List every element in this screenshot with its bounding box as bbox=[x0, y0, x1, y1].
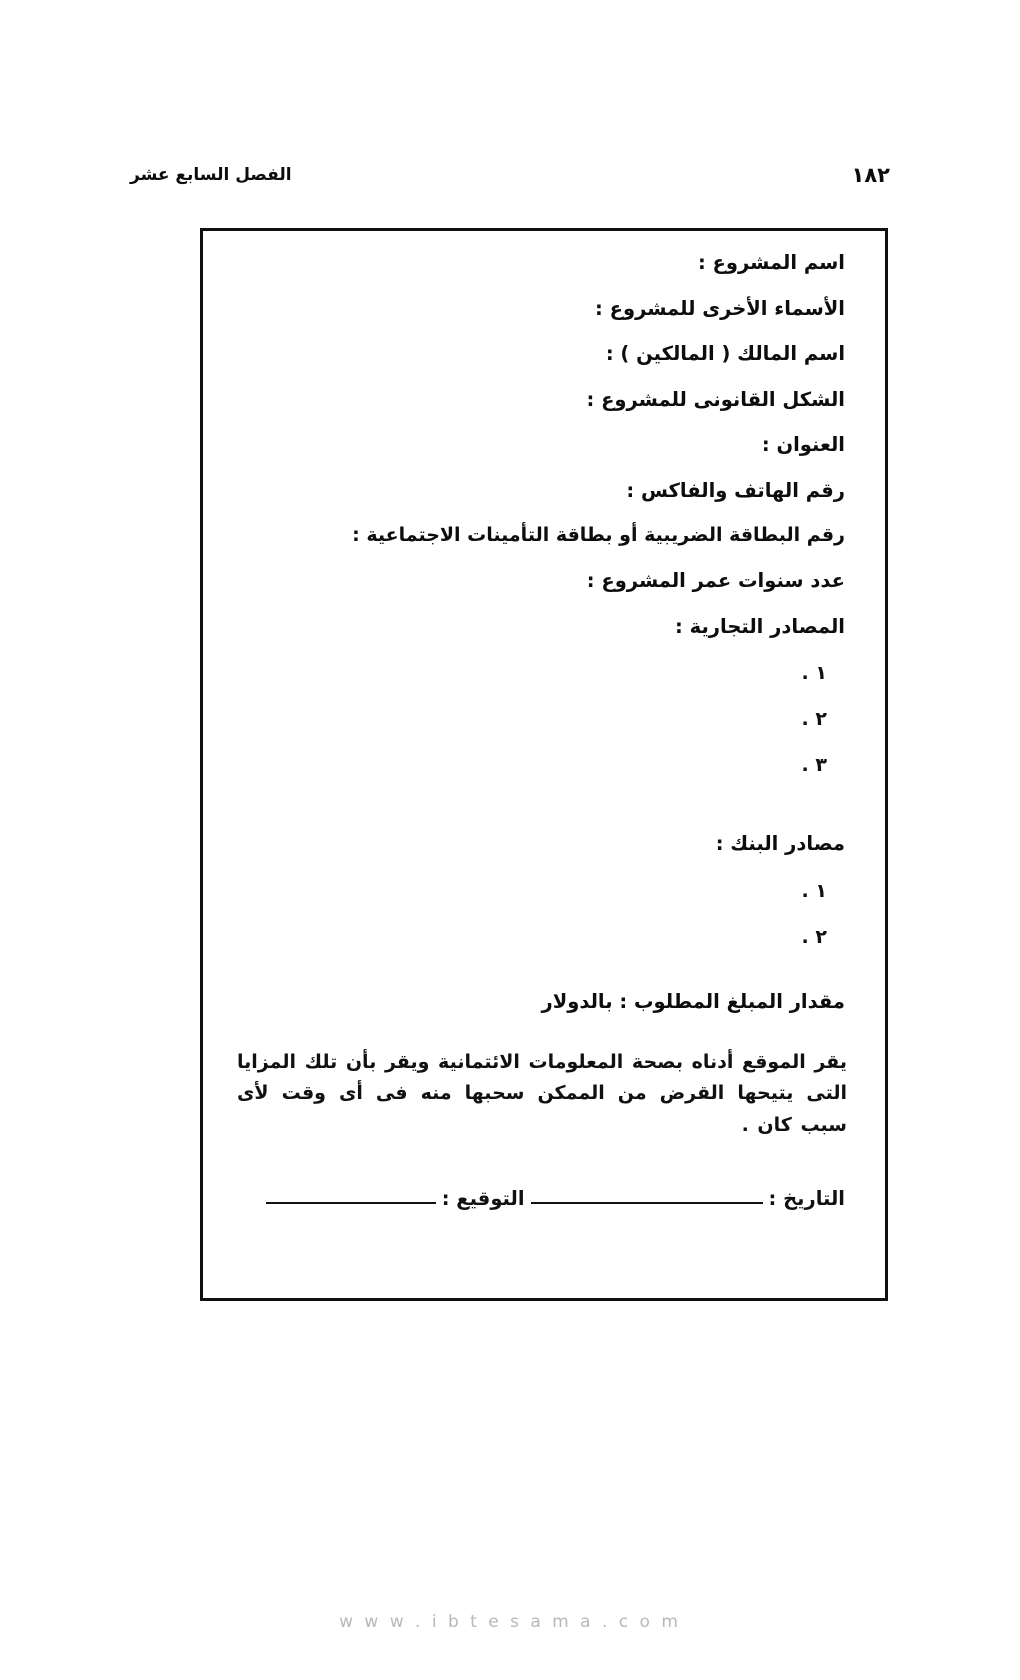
form-field-project-age: عدد سنوات عمر المشروع : bbox=[586, 569, 845, 592]
form-field-other-names: الأسماء الأخرى للمشروع : bbox=[595, 296, 845, 320]
list-item: ٢ . bbox=[801, 925, 827, 948]
date-label: التاريخ : bbox=[768, 1187, 845, 1211]
list-item: ١ . bbox=[801, 662, 827, 684]
chapter-title: الفصل السابع عشر bbox=[130, 165, 292, 185]
form-field-phone-fax: رقم الهاتف والفاكس : bbox=[626, 478, 845, 502]
spacer bbox=[231, 972, 857, 992]
form-field-bank-sources: مصادر البنك : bbox=[715, 832, 845, 855]
form-field-tax-card: رقم البطاقة الضريبية أو بطاقة التأمينات الاجتماعية : bbox=[352, 524, 845, 546]
footer-watermark: w w w . i b t e s a m a . c o m bbox=[339, 1612, 681, 1632]
form-field-project-name: اسم المشروع : bbox=[697, 251, 845, 274]
signature-line[interactable] bbox=[266, 1201, 436, 1204]
form-field-address: العنوان : bbox=[761, 433, 845, 456]
signature-row bbox=[231, 1187, 857, 1210]
spacer bbox=[231, 1037, 857, 1047]
list-item: ٢ . bbox=[801, 708, 827, 730]
credit-application-form bbox=[200, 228, 888, 1301]
signature-label: التوقيع : bbox=[441, 1187, 525, 1211]
declaration-text: يقر الموقع أدناه بصحة المعلومات الائتمانية ويقر بأن تلك المزايا التى يتيحها القرض من الممكن سحبها منه فى أى وقت لأى سبب كان . bbox=[237, 1051, 847, 1136]
page-number: ١٨٢ bbox=[851, 163, 890, 187]
form-field-commercial-sources: المصادر التجارية : bbox=[675, 614, 845, 638]
form-field-owner-name: اسم المالك ( المالكين ) : bbox=[605, 342, 845, 365]
list-item: ٣ . bbox=[801, 754, 827, 776]
list-item: ١ . bbox=[801, 879, 827, 902]
running-head bbox=[130, 160, 890, 190]
form-field-legal-form: الشكل القانونى للمشروع : bbox=[586, 387, 845, 411]
form-field-requested-amount: مقدار المبلغ المطلوب : بالدولار bbox=[541, 989, 845, 1013]
commercial-sources-list bbox=[231, 662, 857, 776]
spacer bbox=[231, 800, 857, 834]
bank-sources-list bbox=[231, 880, 857, 948]
date-line[interactable] bbox=[531, 1201, 763, 1204]
